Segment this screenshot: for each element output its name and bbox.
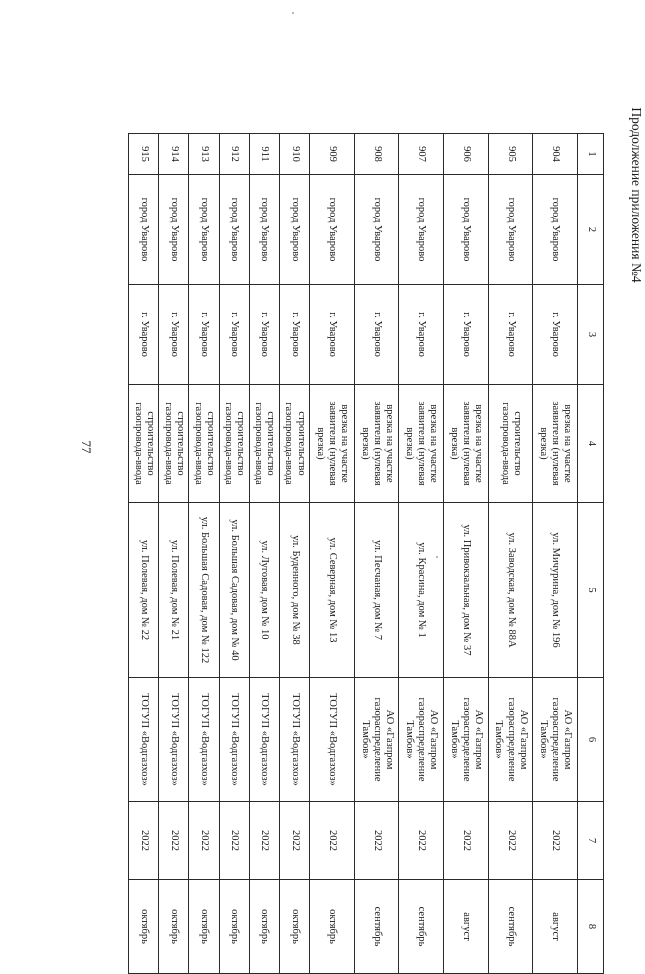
column-header: 8 — [578, 880, 604, 974]
town-cell: г. Уварово — [129, 285, 159, 385]
address-cell: ул. Привокзальная, дом № 37 — [444, 503, 489, 678]
row-number-cell: 913 — [189, 134, 219, 175]
page-number: 77 — [79, 440, 94, 454]
year-cell: 2022 — [354, 802, 399, 880]
month-cell: сентябрь — [488, 880, 533, 974]
table-row — [129, 134, 159, 974]
work-type-cell: строительство газопровода-ввода — [249, 385, 279, 503]
settlement-cell: город Уварово — [249, 175, 279, 285]
column-header: 5 — [578, 503, 604, 678]
year-cell: 2022 — [444, 802, 489, 880]
settlement-cell: город Уварово — [189, 175, 219, 285]
month-cell: октябрь — [189, 880, 219, 974]
organization-cell: АО «Газпром газораспределение Тамбов» — [399, 678, 444, 802]
year-cell: 2022 — [189, 802, 219, 880]
row-number-cell: 908 — [354, 134, 399, 175]
town-cell: г. Уварово — [488, 285, 533, 385]
row-number-cell: 905 — [488, 134, 533, 175]
work-type-cell: строительство газопровода-ввода — [279, 385, 309, 503]
row-number-cell: 910 — [279, 134, 309, 175]
settlement-cell: город Уварово — [444, 175, 489, 285]
row-number-cell: 906 — [444, 134, 489, 175]
row-number-cell: 914 — [159, 134, 189, 175]
month-cell: октябрь — [129, 880, 159, 974]
month-cell: октябрь — [159, 880, 189, 974]
work-type-cell: врезка на участке заявителя (нулевая врезка) — [444, 385, 489, 503]
town-cell: г. Уварово — [159, 285, 189, 385]
settlement-cell: город Уварово — [279, 175, 309, 285]
year-cell: 2022 — [399, 802, 444, 880]
settlement-cell: город Уварово — [354, 175, 399, 285]
month-cell: октябрь — [310, 880, 355, 974]
town-cell: г. Уварово — [354, 285, 399, 385]
work-type-cell: строительство газопровода-ввода — [488, 385, 533, 503]
year-cell: 2022 — [533, 802, 578, 880]
address-cell: ул. Луговая, дом № 10 — [249, 503, 279, 678]
year-cell: 2022 — [219, 802, 249, 880]
settlement-cell: город Уварово — [159, 175, 189, 285]
scan-speck — [292, 12, 294, 14]
month-cell: август — [533, 880, 578, 974]
table-body — [129, 134, 578, 974]
table-row — [444, 134, 489, 974]
column-header: 6 — [578, 678, 604, 802]
table-row — [219, 134, 249, 974]
organization-cell: ТОГУП «Водгазхоз» — [129, 678, 159, 802]
table-row — [310, 134, 355, 974]
town-cell: г. Уварово — [533, 285, 578, 385]
settlement-cell: город Уварово — [533, 175, 578, 285]
town-cell: г. Уварово — [310, 285, 355, 385]
month-cell: сентябрь — [399, 880, 444, 974]
column-header: 1 — [578, 134, 604, 175]
month-cell: октябрь — [249, 880, 279, 974]
column-header: 4 — [578, 385, 604, 503]
work-type-cell: врезка на участке заявителя (нулевая врезка) — [310, 385, 355, 503]
organization-cell: ТОГУП «Водгазхоз» — [159, 678, 189, 802]
organization-cell: АО «Газпром газораспределение Тамбов» — [533, 678, 578, 802]
year-cell: 2022 — [159, 802, 189, 880]
organization-cell: ТОГУП «Водгазхоз» — [189, 678, 219, 802]
gas-connection-table — [128, 133, 604, 974]
month-cell: октябрь — [219, 880, 249, 974]
settlement-cell: город Уварово — [399, 175, 444, 285]
town-cell: г. Уварово — [279, 285, 309, 385]
column-header: 3 — [578, 285, 604, 385]
address-cell: ул. Полевая, дом № 22 — [129, 503, 159, 678]
town-cell: г. Уварово — [189, 285, 219, 385]
row-number-cell: 909 — [310, 134, 355, 175]
column-header: 7 — [578, 802, 604, 880]
work-type-cell: врезка на участке заявителя (нулевая врезка) — [399, 385, 444, 503]
address-cell: ул. Красина, дом № 1 — [399, 503, 444, 678]
year-cell: 2022 — [279, 802, 309, 880]
year-cell: 2022 — [310, 802, 355, 880]
table-header-row — [578, 134, 604, 974]
address-cell: ул. Полевая, дом № 21 — [159, 503, 189, 678]
rotated-table-container — [128, 133, 604, 973]
organization-cell: АО «Газпром газораспределение Тамбов» — [488, 678, 533, 802]
table-row — [354, 134, 399, 974]
address-cell: ул. Большая Садовая, дом № 122 — [189, 503, 219, 678]
settlement-cell: город Уварово — [219, 175, 249, 285]
organization-cell: АО «Газпром газораспределение Тамбов» — [444, 678, 489, 802]
table-row — [279, 134, 309, 974]
address-cell: ул. Заводская, дом № 88А — [488, 503, 533, 678]
work-type-cell: строительство газопровода-ввода — [219, 385, 249, 503]
month-cell: сентябрь — [354, 880, 399, 974]
town-cell: г. Уварово — [249, 285, 279, 385]
month-cell: октябрь — [279, 880, 309, 974]
table-row — [488, 134, 533, 974]
table-row — [249, 134, 279, 974]
address-cell: ул. Северная, дом № 13 — [310, 503, 355, 678]
month-cell: август — [444, 880, 489, 974]
address-cell: ул. Буденного, дом № 38 — [279, 503, 309, 678]
address-cell: ул. Песчаная, дом № 7 — [354, 503, 399, 678]
work-type-cell: строительство газопровода-ввода — [159, 385, 189, 503]
row-number-cell: 912 — [219, 134, 249, 175]
table-row — [189, 134, 219, 974]
year-cell: 2022 — [249, 802, 279, 880]
row-number-cell: 911 — [249, 134, 279, 175]
organization-cell: ТОГУП «Водгазхоз» — [249, 678, 279, 802]
town-cell: г. Уварово — [444, 285, 489, 385]
scan-speck — [436, 556, 438, 558]
organization-cell: АО «Газпром газораспределение Тамбов» — [354, 678, 399, 802]
organization-cell: ТОГУП «Водгазхоз» — [279, 678, 309, 802]
town-cell: г. Уварово — [219, 285, 249, 385]
address-cell: ул. Большая Садовая, дом № 40 — [219, 503, 249, 678]
address-cell: ул. Мичурина, дом № 196 — [533, 503, 578, 678]
settlement-cell: город Уварово — [310, 175, 355, 285]
work-type-cell: строительство газопровода-ввода — [129, 385, 159, 503]
row-number-cell: 904 — [533, 134, 578, 175]
year-cell: 2022 — [488, 802, 533, 880]
appendix-caption: Продолжение приложения №4 — [629, 107, 644, 283]
settlement-cell: город Уварово — [129, 175, 159, 285]
year-cell: 2022 — [129, 802, 159, 880]
work-type-cell: врезка на участке заявителя (нулевая врезка) — [533, 385, 578, 503]
row-number-cell: 907 — [399, 134, 444, 175]
work-type-cell: врезка на участке заявителя (нулевая врезка) — [354, 385, 399, 503]
organization-cell: ТОГУП «Водгазхоз» — [310, 678, 355, 802]
table-row — [399, 134, 444, 974]
work-type-cell: строительство газопровода-ввода — [189, 385, 219, 503]
settlement-cell: город Уварово — [488, 175, 533, 285]
organization-cell: ТОГУП «Водгазхоз» — [219, 678, 249, 802]
row-number-cell: 915 — [129, 134, 159, 175]
column-header: 2 — [578, 175, 604, 285]
table-row — [159, 134, 189, 974]
table-row — [533, 134, 578, 974]
town-cell: г. Уварово — [399, 285, 444, 385]
